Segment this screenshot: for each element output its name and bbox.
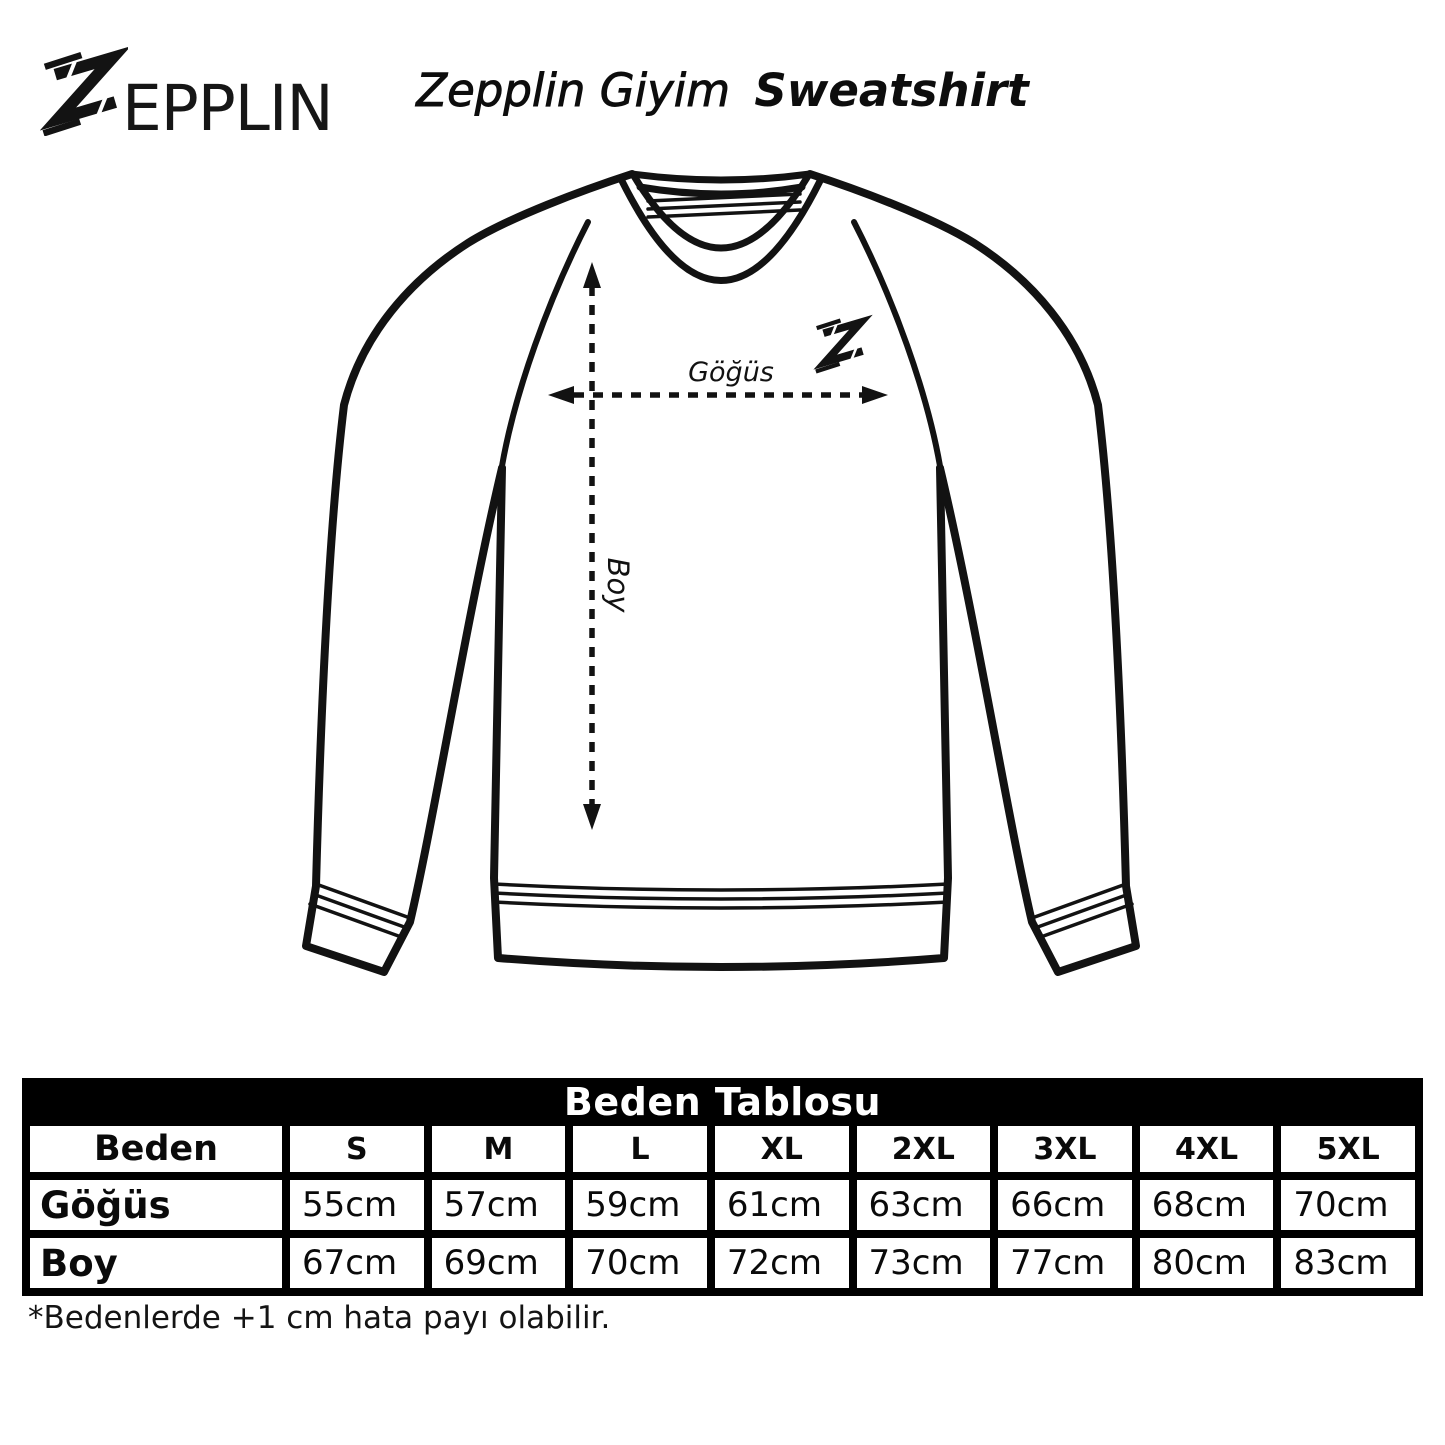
table-row-chest [30,1180,1415,1230]
table-header-cell: S [290,1126,424,1172]
length-arrow [583,262,601,830]
table-label-cell: Göğüs [30,1180,282,1230]
footnote: *Bedenlerde +1 cm hata payı olabilir. [28,1300,611,1336]
table-value-cell: 73cm [857,1238,991,1288]
table-header-cell: 3XL [998,1126,1132,1172]
page-title [0,64,1445,117]
sweatshirt-diagram [270,150,1180,1050]
size-table [22,1078,1423,1296]
table-value-cell: 55cm [290,1180,424,1230]
table-header-cell: 2XL [857,1126,991,1172]
table-value-cell: 61cm [715,1180,849,1230]
chest-arrow [548,386,888,404]
table-label-cell: Boy [30,1238,282,1288]
chest-label: Göğüs [688,357,774,388]
page-title-regular: Zepplin Giyim [416,64,731,117]
size-table-header-row [30,1126,1415,1172]
brand-text: EPPLIN [122,72,333,146]
chest-z-logo-icon [816,321,863,372]
table-value-cell: 66cm [998,1180,1132,1230]
size-table-title: Beden Tablosu [563,1080,882,1124]
table-value-cell: 80cm [1140,1238,1274,1288]
page-title-bold: Sweatshirt [754,64,1029,117]
table-value-cell: 83cm [1281,1238,1415,1288]
table-value-cell: 63cm [857,1180,991,1230]
table-value-cell: 72cm [715,1238,849,1288]
armhole-seams [502,222,940,466]
table-value-cell: 69cm [432,1238,566,1288]
table-value-cell: 68cm [1140,1180,1274,1230]
table-header-cell: L [573,1126,707,1172]
table-header-cell: XL [715,1126,849,1172]
table-header-cell: 5XL [1281,1126,1415,1172]
table-row-length [30,1238,1415,1288]
table-value-cell: 59cm [573,1180,707,1230]
table-header-cell: Beden [30,1126,282,1172]
table-value-cell: 57cm [432,1180,566,1230]
collar [622,174,820,281]
table-header-cell: 4XL [1140,1126,1274,1172]
table-header-cell: M [432,1126,566,1172]
length-label: Boy [601,557,635,613]
table-value-cell: 67cm [290,1238,424,1288]
garment-outline [306,174,1136,972]
table-value-cell: 77cm [998,1238,1132,1288]
table-value-cell: 70cm [573,1238,707,1288]
table-value-cell: 70cm [1281,1180,1415,1230]
